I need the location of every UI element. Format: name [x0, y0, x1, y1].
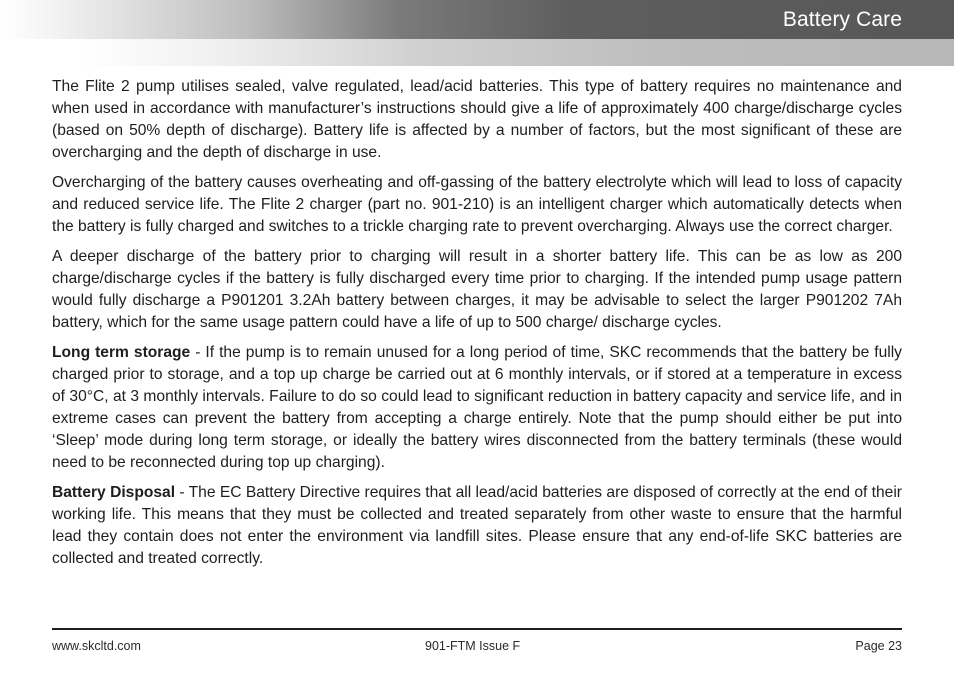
paragraph-long-term-storage: [52, 342, 902, 474]
footer-website: www.skcltd.com: [52, 639, 141, 653]
header-stripe: [0, 39, 954, 66]
paragraph-deep-discharge: A deeper discharge of the battery prior to charging will result in a shorter battery life. This can be as low as 200 charge/discharge cycles if the battery is fully discharged every time prior to charging. If the intended pump usage pattern would fully discharge a P901201 3.2Ah battery between charges, it may be advisable to select the larger P901202 7Ah battery, which for the same usage pattern could have a life of up to 500 charge/ discharge cycles.: [52, 248, 902, 331]
footer-page-number: Page 23: [855, 639, 902, 653]
footer: [52, 639, 902, 657]
footer-divider: [52, 628, 902, 630]
paragraph-battery-intro: The Flite 2 pump utilises sealed, valve regulated, lead/acid batteries. This type of battery requires no maintenance and when used in accordance with manufacturer’s instructions should give a life of approximately 400 charge/discharge cycles (based on 50% depth of discharge). Battery life is affected by a number of factors, but the most significant of these are overcharging and the depth of discharge in use.: [52, 78, 902, 161]
long-term-storage-text: - If the pump is to remain unused for a long period of time, SKC recommends that the battery be fully charged prior to storage, and a top up charge be carried out at 6 monthly intervals, or if stored at a temperature in excess of 30°C, at 3 monthly intervals. Failure to do so could lead to significant reduction in battery capacity and service life, and in extreme cases can prevent the battery from accepting a charge entirely. Note that the pump should either be put into ‘Sleep’ mode during long term storage, or ideally the battery wires disconnected from the battery terminals (these would need to be reconnected during top up charging).: [52, 344, 902, 471]
document-body: [52, 76, 902, 578]
battery-disposal-heading: Battery Disposal: [52, 484, 176, 501]
header-bar: [0, 0, 954, 39]
paragraph-battery-disposal: [52, 482, 902, 570]
long-term-storage-heading: Long term storage: [52, 344, 191, 361]
page-title: Battery Care: [782, 8, 902, 31]
footer-document-ref: 901-FTM Issue F: [425, 639, 521, 653]
battery-disposal-text: - The EC Battery Directive requires that all lead/acid batteries are disposed of correctly at the end of their working life. This means that they must be collected and treated separately from other waste to ensure that the harmful lead they contain does not enter the environment via landfill sites. Please ensure that any end-of-life SKC batteries are collected and treated correctly.: [52, 484, 902, 567]
paragraph-overcharging: Overcharging of the battery causes overheating and off-gassing of the battery electrolyte which will lead to loss of capacity and reduced service life. The Flite 2 charger (part no. 901-210) is an intelligent charger which automatically detects when the battery is fully charged and switches to a trickle charging rate to prevent overcharging. Always use the correct charger.: [52, 174, 902, 235]
